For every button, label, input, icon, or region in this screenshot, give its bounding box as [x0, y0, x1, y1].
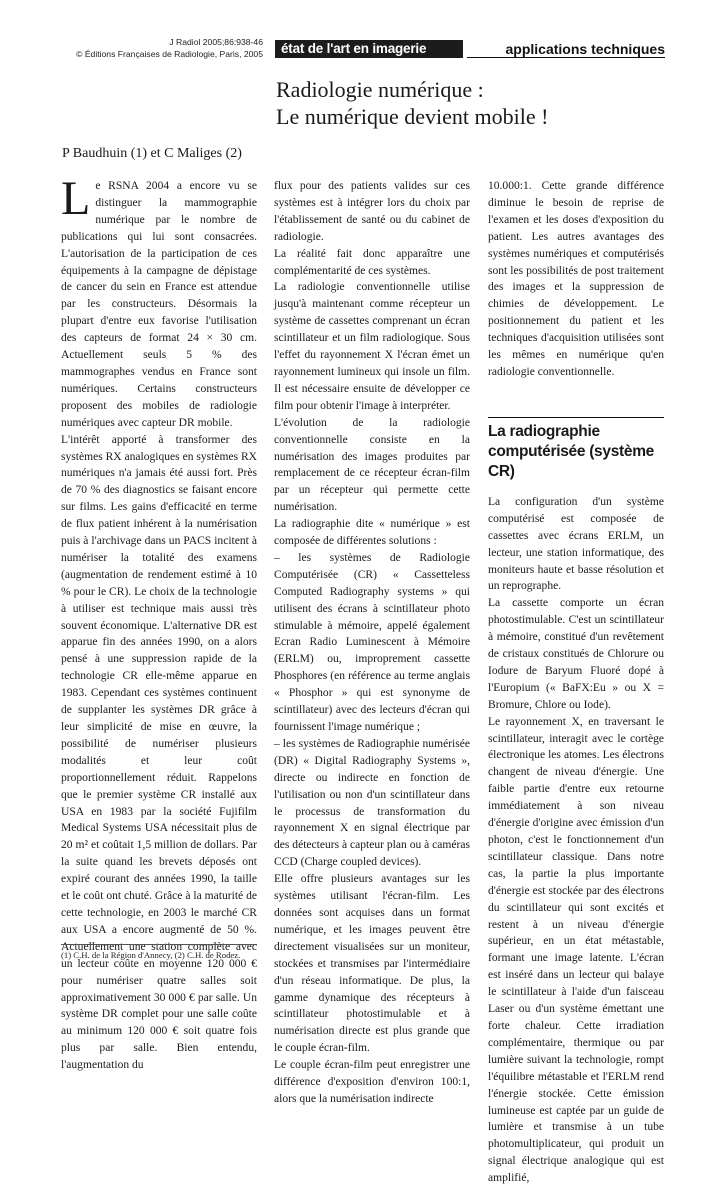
- article-authors: P Baudhuin (1) et C Maliges (2): [62, 146, 242, 161]
- paragraph-text: e RSNA 2004 a encore vu se distinguer la mammographie numérique par le nombre de publications qui lui sont consacrées. L'autorisation de la participation de ces équipements à la campagne de dépistage de cancer du sein en France est attendue par les constructeurs. Désormais la plupart d'entre eux favorise l'utilisation des capteurs de format 24 × 30 cm. Actuellement seuls 5 % des mammographes vendus en France sont numériques. Certains constructeurs proposent des mobiles de radiologie numériques avec capteur DR mobile.: [61, 180, 257, 429]
- text-column-1: [61, 172, 257, 1074]
- paragraph: – les systèmes de Radiographie numérisée (DR) « Digital Radiography Systems », directe ou indirecte en fonction de l'utilisation ou non d'un scintillateur dans le processus de transformation du rayonnement X en signal électrique par des détecteurs à capteur plan ou à caméras CCD (Charge coupled devices).: [274, 737, 470, 869]
- paragraph: La radiographie dite « numérique » est composée de différentes solutions :: [274, 518, 470, 548]
- paragraph: La cassette comporte un écran photostimulable. C'est un scintillateur à mémoire, constitué d'un revêtement de cristaux constitués de Chlorure ou Iodure de Baryum Fluoré dopé à l'Europium (« BaFX:Eu » ou X = Bromure, Chlore ou Iode).: [488, 597, 664, 711]
- section-rubric-light: applications techniques: [467, 40, 665, 58]
- text-column-3: [488, 178, 664, 1187]
- paragraph: Le rayonnement X, en traversant le scintillateur, interagit avec le cortège électronique les atomes. Les électrons changent de niveau d'énergie. Une faible partie d'entre eux retourne immédiatement à son niveau d'énergie d'origine avec émission d'un photon, c'est le fonctionnement d'un scintillateur classique. Dans notre cas, la partie la plus importante d'énergie est stockée par des électrons du scintillateur qui sont excités et restent à un niveau d'énergie supérieur, en un état métastable, formant une image latente. L'écran est inséré dans un lecteur qui balaye le scintillateur à l'aide d'un faisceau Laser ou d'un système émettant une forte chaleur. Cette irradiation complémentaire, thermique ou par lumière suivant la technologie, rompt l'équilibre métastable et l'ERLM rend l'énergie stockée. Cette émission lumineuse est captée par un guide de lumière et transmise à un tube photomultiplicateur, qui produit un signal électrique analogique qui est amplifié,: [488, 715, 664, 1185]
- article-title: [276, 76, 696, 130]
- paragraph: La réalité fait donc apparaître une complémentarité de ces systèmes.: [274, 247, 470, 277]
- paragraph: La radiologie conventionnelle utilise jusqu'à maintenant comme récepteur un système de cassettes comprenant un écran scintillateur et un film radiologique. Sous l'effet du rayonnement X l'écran émet un rayonnement lumineux qui insole un film. Il est nécessaire ensuite de développer ce film pour obtenir l'image à interpréter.: [274, 281, 470, 412]
- journal-citation: J Radiol 2005;86:938-46: [169, 37, 263, 47]
- paragraph: flux pour des patients valides sur ces systèmes est à intégrer lors du choix par l'établissement de santé ou du cabinet de radiologie.: [274, 180, 470, 243]
- journal-copyright: © Éditions Françaises de Radiologie, Paris, 2005: [76, 49, 263, 59]
- section-heading: La radiographie computérisée (système CR): [488, 417, 664, 482]
- paragraph: La configuration d'un système computérisé est composée de cassettes avec écrans ERLM, un lecteur, une station informatique, des moniteurs haute et basse résolution et un reprographe.: [488, 495, 664, 593]
- author-affiliation-footnote: (1) C.H. de la Région d'Annecy, (2) C.H. de Rodez.: [61, 944, 257, 961]
- title-line-2: Le numérique devient mobile !: [276, 104, 549, 129]
- paragraph: Elle offre plusieurs avantages sur les systèmes utilisant l'écran-film. Les données sont acquises dans un format numérique, et les images peuvent être directement visualisées sur un moniteur, stockées et transmises par l'intermédiaire d'un réseau informatique. De plus, la gamme dynamique des récepteurs à scintillateur photostimulable et à numérisation directe est plus grande que le couple écran-film.: [274, 873, 470, 1055]
- drop-cap: L: [61, 172, 91, 225]
- section-rubric-dark: état de l'art en imagerie: [275, 40, 463, 58]
- journal-reference: [76, 36, 263, 60]
- title-line-1: Radiologie numérique :: [276, 77, 484, 102]
- paragraph: L'évolution de la radiologie conventionnelle consiste en la numérisation des images produites par remplacement de ce récepteur écran-film par un récepteur qui permette cette numérisation.: [274, 416, 470, 514]
- paragraph: Le couple écran-film peut enregistrer une différence d'exposition d'environ 100:1, alors que la numérisation indirecte: [274, 1059, 470, 1105]
- paragraph: [61, 172, 257, 432]
- text-column-2: [274, 178, 470, 1108]
- paragraph: 10.000:1. Cette grande différence diminue le besoin de reprise de l'examen et les doses d'exposition du patient. Les autres avantages des systèmes numériques et computérisés sont les possibilités de post traitement des images et la suppression de chimies de développement. Le positionnement du patient et les techniques d'acquisition utilisées sont les mêmes en numérique qu'en radiologie conventionnelle.: [488, 180, 664, 378]
- paragraph: L'intérêt apporté à transformer des systèmes RX analogiques en systèmes RX numériques n'a jamais été aussi fort. Près de 70 % des diagnostics se faisant encore sur films. Les gains d'efficacité en terme de flux patient inhérent à la numérisation puis à l'archivage dans un PACS incitent à numériser la totalité des examens (augmentation de rendement estimé à 10 % pour le CR). Le choix de la technologie à utiliser est technique mais aussi très souvent économique. L'alternative DR est apparue fin des années 1990, on a alors pensé à une suppression rapide de la technologie CR elle-même apparue en 1983. Cependant ces systèmes continuent de supplanter les systèmes DR grâce à leur simplicité de mise en œuvre, la possibilité de numériser plusieurs modalités et leur coût proportionnellement réduit. Rappelons que le premier système CR installé aux USA en 1983 par la société Fujifilm Medical Systems USA nécessitait plus de 20 m² et coûtait 1,5 million de dollars. Par la suite quand les brevets déposés ont expiré courant des années 1990, la taille et le coût ont chuté. Grâce à la maturité de cette technologie, en 2003 le marché CR aux USA a encore augmenté de 50 %. Actuellement une station complète avec un lecteur coûte en moyenne 120 000 € pour numériser quatre salles soit approximativement 30 000 € par salle. Un système DR complet pour une salle coûte au minimum 120 000 € soit quatre fois plus par salle. Bien entendu, l'augmentation du: [61, 433, 257, 1072]
- paragraph: – les systèmes de Radiologie Computérisée (CR) « Cassetteless Computed Radiography systems » qui utilisent des écrans à scintillateur photo stimulable à mémoire, appelé également Ecran Radio Luminescent à Mémoire (ERLM) ou, improprement cassette Phosphores (en référence au terme anglais « Phosphor » qui est synonyme de scintillateur) avec des lecteurs d'écran qui fournissent l'image numérique ;: [274, 551, 470, 733]
